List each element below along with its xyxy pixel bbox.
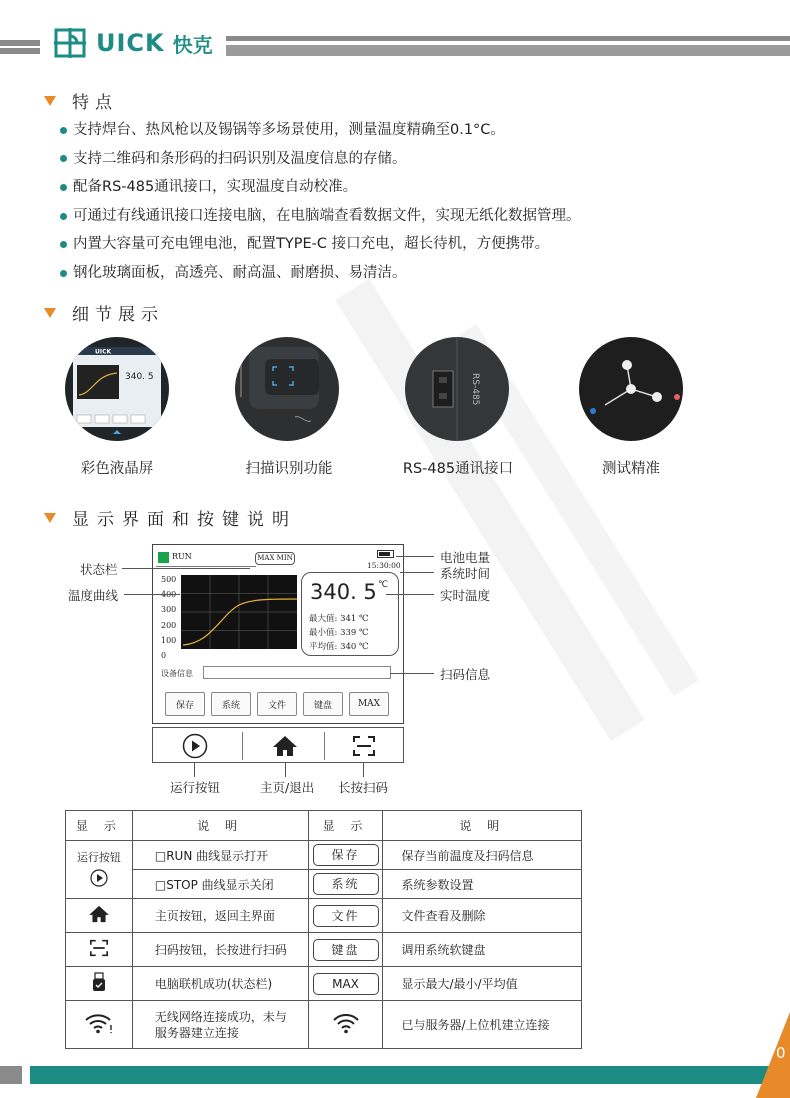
callout-realtime-temp: 实时温度 bbox=[440, 588, 491, 603]
temp-curve-plot bbox=[181, 575, 297, 649]
display-title: 显示界面和按键说明 bbox=[44, 505, 297, 530]
bullet-dot-icon bbox=[60, 213, 67, 220]
home-icon[interactable] bbox=[272, 735, 298, 757]
svg-text:340. 5: 340. 5 bbox=[125, 372, 154, 382]
callout-temp-curve: 温度曲线 bbox=[68, 588, 119, 603]
table-cell-line: 服务器建立连接 bbox=[154, 1025, 239, 1040]
header-bar-right bbox=[226, 36, 790, 41]
home-icon bbox=[88, 905, 110, 923]
table-cell: 保存当前温度及扫码信息 bbox=[383, 841, 582, 870]
run-button-label: 运行按钮 bbox=[76, 851, 121, 864]
triangle-bullet-icon bbox=[44, 308, 56, 318]
table-row bbox=[66, 1001, 582, 1049]
callout-system-time: 系统时间 bbox=[440, 566, 491, 581]
callout-status-bar: 状态栏 bbox=[80, 562, 118, 577]
list-item: 支持焊台、热风枪以及锡锅等多场景使用，测量温度精确至0.1°C。 bbox=[60, 116, 581, 145]
callout-line bbox=[386, 594, 434, 595]
header-bar-left bbox=[0, 40, 40, 46]
callout-line bbox=[396, 556, 434, 557]
callout-home-button: 主页/退出 bbox=[260, 780, 315, 795]
usb-icon bbox=[91, 972, 107, 992]
table-cell-line: 无线网络连接成功，未与 bbox=[154, 1009, 287, 1024]
avg-value: 平均值: 340 ℃ bbox=[309, 642, 369, 652]
svg-text:UICK: UICK bbox=[95, 348, 112, 356]
callout-line bbox=[363, 763, 364, 777]
rs485-port-photo bbox=[405, 337, 509, 441]
feature-list bbox=[60, 116, 581, 288]
callout-scan-info: 扫码信息 bbox=[440, 667, 491, 682]
run-status-text: RUN bbox=[172, 552, 192, 561]
footer-bar-left bbox=[0, 1066, 22, 1084]
keyboard-button[interactable]: 键盘 bbox=[303, 692, 343, 716]
key-divider bbox=[242, 732, 243, 760]
bullet-dot-icon bbox=[60, 155, 67, 162]
save-button[interactable]: 保存 bbox=[165, 692, 205, 716]
features-title: 特点 bbox=[44, 88, 118, 113]
bullet-dot-icon bbox=[60, 184, 67, 191]
screen-button-row bbox=[165, 692, 389, 716]
hardware-key-bar bbox=[152, 727, 404, 763]
column-header: 显 示 bbox=[308, 811, 383, 841]
system-button[interactable]: 系统 bbox=[211, 692, 251, 716]
max-value: 最大值: 341 ℃ bbox=[309, 614, 369, 624]
brand-mark-icon bbox=[52, 26, 88, 60]
triangle-bullet-icon bbox=[44, 513, 56, 523]
callout-run-button: 运行按钮 bbox=[170, 780, 221, 795]
system-pill: 系统 bbox=[313, 873, 379, 895]
table-row bbox=[66, 967, 582, 1001]
max-button[interactable]: MAX bbox=[349, 692, 389, 716]
wifi-warning-icon bbox=[84, 1012, 114, 1034]
table-cell: 电脑联机成功(状态栏) bbox=[132, 967, 308, 1001]
run-indicator-icon bbox=[158, 552, 169, 563]
lcd-screen-photo bbox=[65, 337, 169, 441]
rs485-label: RS-485 bbox=[470, 373, 480, 406]
details-title: 细节展示 bbox=[44, 300, 164, 325]
y-axis-labels: 500 300 200 100 0 bbox=[161, 575, 177, 661]
table-row bbox=[66, 899, 582, 933]
column-header: 说 明 bbox=[132, 811, 308, 841]
detail-label-precision: 测试精准 bbox=[602, 461, 660, 477]
brand-name-cn: 快克 bbox=[172, 32, 213, 57]
detail-label-lcd: 彩色液晶屏 bbox=[80, 461, 154, 477]
play-icon bbox=[90, 869, 108, 887]
realtime-temp: 340. 5 bbox=[310, 580, 377, 604]
scan-icon[interactable] bbox=[352, 735, 376, 757]
callout-line bbox=[285, 763, 286, 777]
keyboard-pill: 键盘 bbox=[313, 939, 379, 961]
bullet-dot-icon bbox=[60, 127, 67, 134]
callout-line bbox=[122, 568, 250, 569]
column-header: 说 明 bbox=[383, 811, 582, 841]
table-cell: □STOP 曲线显示关闭 bbox=[132, 870, 308, 899]
list-item: 可通过有线通讯接口连接电脑，在电脑端查看数据文件，实现无纸化数据管理。 bbox=[60, 202, 581, 231]
detail-label-rs485: RS-485通讯接口 bbox=[402, 461, 514, 477]
thermocouple-probe-photo bbox=[579, 337, 683, 441]
table-cell: 调用系统软键盘 bbox=[383, 933, 582, 967]
system-time: 15:30:00 bbox=[367, 561, 401, 570]
header-bar-right-2 bbox=[226, 45, 790, 56]
play-icon[interactable] bbox=[182, 733, 208, 759]
table-header-row bbox=[66, 811, 582, 841]
save-pill: 保存 bbox=[313, 844, 379, 866]
battery-icon bbox=[377, 550, 394, 558]
wifi-icon bbox=[331, 1012, 361, 1034]
table-cell: 显示最大/最小/平均值 bbox=[383, 967, 582, 1001]
table-cell: 系统参数设置 bbox=[383, 870, 582, 899]
max-pill: MAX bbox=[313, 973, 379, 995]
callout-line bbox=[124, 594, 180, 595]
header-bar-left-2 bbox=[0, 48, 40, 54]
footer-bar-main bbox=[30, 1066, 790, 1084]
brand-name: UICK bbox=[96, 29, 165, 57]
scan-info-field bbox=[203, 666, 391, 679]
column-header: 显 示 bbox=[66, 811, 133, 841]
bullet-dot-icon bbox=[60, 241, 67, 248]
list-item: 配备RS-485通讯接口，实现温度自动校准。 bbox=[60, 173, 581, 202]
table-cell: 主页按钮，返回主界面 bbox=[132, 899, 308, 933]
temp-unit: ℃ bbox=[378, 580, 389, 590]
callout-line bbox=[390, 673, 434, 674]
table-cell: □RUN 曲线显示打开 bbox=[132, 841, 308, 870]
scan-icon bbox=[89, 939, 109, 957]
file-pill: 文件 bbox=[313, 905, 379, 927]
file-button[interactable]: 文件 bbox=[257, 692, 297, 716]
key-description-table bbox=[65, 810, 582, 1049]
callout-line bbox=[400, 572, 434, 573]
list-item: 支持二维码和条形码的扫码识别及温度信息的存储。 bbox=[60, 145, 581, 174]
list-item: 内置大容量可充电锂电池，配置TYPE-C 接口充电，超长待机，方便携带。 bbox=[60, 230, 581, 259]
table-cell: 扫码按钮，长按进行扫码 bbox=[132, 933, 308, 967]
key-divider bbox=[324, 732, 325, 760]
callout-battery: 电池电量 bbox=[440, 550, 491, 565]
table-row bbox=[66, 870, 582, 899]
lcd-screen-diagram bbox=[152, 544, 404, 724]
callout-scan-button: 长按扫码 bbox=[338, 780, 389, 795]
scanner-photo bbox=[235, 337, 339, 441]
table-cell: 已与服务器/上位机建立连接 bbox=[383, 1001, 582, 1049]
table-row bbox=[66, 841, 582, 870]
callout-line bbox=[194, 763, 195, 777]
bullet-dot-icon bbox=[60, 270, 67, 277]
min-value: 最小值: 339 ℃ bbox=[309, 628, 369, 638]
table-cell: 文件查看及删除 bbox=[383, 899, 582, 933]
detail-label-scan: 扫描识别功能 bbox=[245, 461, 333, 477]
temp-panel bbox=[301, 572, 399, 656]
brand-logo bbox=[52, 26, 213, 60]
triangle-bullet-icon bbox=[44, 96, 56, 106]
page-number: 0 bbox=[776, 1044, 786, 1062]
list-item: 钢化玻璃面板，高透亮、耐高温、耐磨损、易清洁。 bbox=[60, 259, 581, 288]
status-bar-line bbox=[156, 566, 256, 567]
device-info-label: 设备信息 bbox=[161, 669, 193, 678]
maxmin-badge: MAX MIN bbox=[255, 552, 295, 565]
table-row bbox=[66, 933, 582, 967]
